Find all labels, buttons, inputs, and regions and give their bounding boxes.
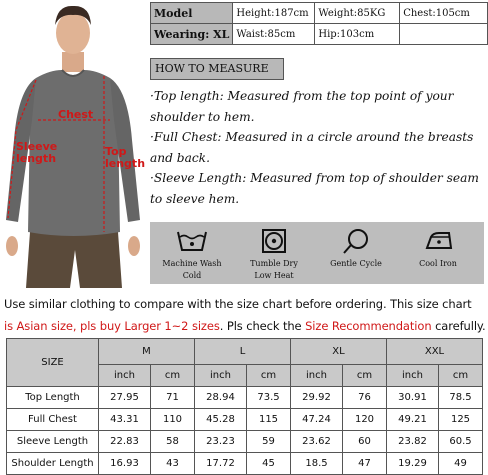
cool-iron-icon: [421, 228, 455, 254]
unit-cm: cm: [247, 365, 291, 387]
gentle-cycle-icon: [341, 228, 371, 254]
waist-cell: Waist:85cm: [233, 24, 315, 45]
unit-inch: inch: [387, 365, 439, 387]
unit-inch: inch: [195, 365, 247, 387]
machine-wash-cold-icon: [175, 228, 209, 254]
table-cell: 60: [343, 431, 387, 453]
note-line-2: [4, 315, 488, 337]
care-label: Gentle Cycle: [330, 259, 382, 268]
model-info-row: [151, 3, 488, 24]
table-cell: 125: [439, 409, 483, 431]
chest-label: Chest: [58, 108, 94, 121]
tumble-dry-low-heat-icon: [261, 228, 287, 254]
sleeve-length-label: Sleeve length: [16, 140, 58, 165]
how-to-measure-text: [150, 86, 484, 209]
table-cell: 76: [343, 387, 387, 409]
how-to-measure-heading: HOW TO MEASURE: [150, 58, 284, 80]
model-info-table: [150, 2, 488, 45]
unit-cm: cm: [439, 365, 483, 387]
model-label: Model: [151, 3, 233, 24]
table-cell: 47.24: [291, 409, 343, 431]
table-cell: 43: [151, 453, 195, 475]
table-cell: 49.21: [387, 409, 439, 431]
row-label: Shoulder Length: [7, 453, 99, 475]
size-xl-header: XL: [291, 339, 387, 365]
care-instructions: [150, 222, 484, 284]
table-cell: 23.62: [291, 431, 343, 453]
note-line-1: Use similar clothing to compare with the size chart before ordering. This size chart: [4, 297, 472, 311]
table-cell: 73.5: [247, 387, 291, 409]
height-cell: Height:187cm: [233, 3, 315, 24]
table-cell: 19.29: [387, 453, 439, 475]
row-label: Full Chest: [7, 409, 99, 431]
table-cell: 30.91: [387, 387, 439, 409]
care-item: [152, 228, 232, 282]
hip-cell: Hip:103cm: [315, 24, 400, 45]
size-xxl-header: XXL: [387, 339, 483, 365]
table-row: [7, 453, 483, 475]
table-cell: 110: [151, 409, 195, 431]
table-cell: 22.83: [99, 431, 151, 453]
care-label: Machine Wash Cold: [162, 259, 222, 280]
table-cell: 59: [247, 431, 291, 453]
model-info-row: [151, 24, 488, 45]
table-cell: 17.72: [195, 453, 247, 475]
table-cell: 47: [343, 453, 387, 475]
care-item: [316, 228, 396, 270]
row-label: Top Length: [7, 387, 99, 409]
weight-cell: Weight:85KG: [315, 3, 400, 24]
table-cell: 29.92: [291, 387, 343, 409]
table-cell: 23.23: [195, 431, 247, 453]
table-cell: 49: [439, 453, 483, 475]
note-mid: . Pls check the: [219, 319, 306, 333]
size-chart-table: [6, 338, 483, 475]
size-chart-note: [4, 293, 488, 337]
table-cell: 28.94: [195, 387, 247, 409]
table-row: [7, 409, 483, 431]
table-cell: 115: [247, 409, 291, 431]
unit-inch: inch: [99, 365, 151, 387]
row-label: Sleeve Length: [7, 431, 99, 453]
sleeve-length-instruction: ·Sleeve Length: Measured from top of shoulder seam to sleeve hem.: [150, 171, 479, 206]
table-cell: 78.5: [439, 387, 483, 409]
table-cell: 45.28: [195, 409, 247, 431]
table-row: [7, 431, 483, 453]
model-photo: [0, 0, 146, 288]
table-cell: 71: [151, 387, 195, 409]
table-row: [7, 387, 483, 409]
table-cell: 23.82: [387, 431, 439, 453]
unit-cm: cm: [151, 365, 195, 387]
unit-inch: inch: [291, 365, 343, 387]
top-length-label: Top length: [105, 145, 146, 170]
table-cell: 45: [247, 453, 291, 475]
note-end: carefully.: [431, 319, 486, 333]
table-cell: 120: [343, 409, 387, 431]
table-cell: 60.5: [439, 431, 483, 453]
table-cell: 16.93: [99, 453, 151, 475]
size-header: SIZE: [7, 339, 99, 387]
unit-cm: cm: [343, 365, 387, 387]
table-cell: 43.31: [99, 409, 151, 431]
size-header-row: [7, 339, 483, 365]
size-l-header: L: [195, 339, 291, 365]
care-label: Cool Iron: [419, 259, 457, 268]
size-m-header: M: [99, 339, 195, 365]
chest-cell: Chest:105cm: [400, 3, 488, 24]
size-recommendation-text: Size Recommendation: [305, 319, 432, 333]
top-length-instruction: ·Top length: Measured from the top point of your shoulder to hem.: [150, 89, 454, 124]
care-item: [398, 228, 478, 270]
empty-cell: [400, 24, 488, 45]
wearing-label: Wearing: XL: [151, 24, 233, 45]
full-chest-instruction: ·Full Chest: Measured in a circle around the breasts and back.: [150, 130, 474, 165]
table-cell: 58: [151, 431, 195, 453]
table-cell: 27.95: [99, 387, 151, 409]
asian-size-warning: is Asian size, pls buy Larger 1~2 sizes: [4, 319, 220, 333]
care-item: [234, 228, 314, 282]
table-cell: 18.5: [291, 453, 343, 475]
care-label: Tumble Dry Low Heat: [250, 259, 298, 280]
